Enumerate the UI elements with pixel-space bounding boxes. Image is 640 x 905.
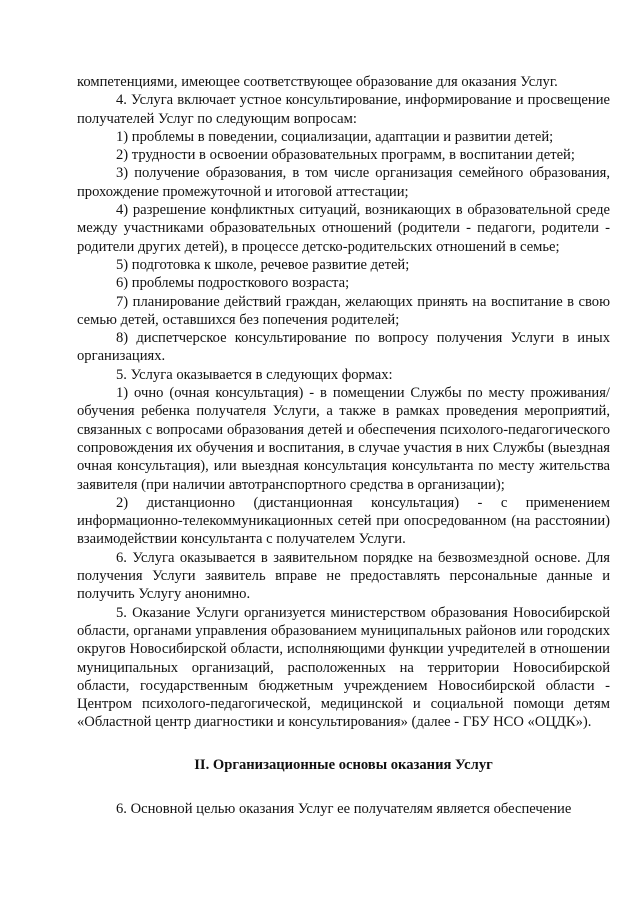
- paragraph-item4-7: 7) планирование действий граждан, желающих принять на воспитание в свою семью детей, оставшихся без попечения родителей;: [77, 293, 610, 328]
- section-heading: II. Организационные основы оказания Услуг: [194, 756, 493, 773]
- document-body-bottom: [77, 800, 610, 818]
- paragraph-item4-6: 6) проблемы подросткового возраста;: [116, 275, 350, 292]
- paragraph-item4-5: 5) подготовка к школе, речевое развитие детей;: [116, 256, 410, 273]
- paragraph-item5: 5. Услуга оказывается в следующих формах:: [116, 366, 393, 383]
- document-body-top: [77, 73, 610, 732]
- paragraph-item5b: 5. Оказание Услуги организуется министерством образования Новосибирской области, органами управления образованием муниципальных районов или городских округов Новосибирской области, исполняющими функции учредителей в отношении муниципальных организаций, расположенных на территории Новосибирской области, государственным бюджетным учреждением Новосибирской области - Центром психолого-педагогической, медицинской и социальной помощи детям «Областной центр диагностики и консультирования» (далее - ГБУ НСО «ОЦДК»).: [77, 604, 610, 731]
- document-page: [77, 73, 610, 818]
- paragraph-item4-2: 2) трудности в освоении образовательных программ, в воспитании детей;: [116, 147, 575, 164]
- paragraph-item5-2: 2) дистанционно (дистанционная консультация) - с применением информационно-телекоммуникационных сетей при опосредованном (на расстоянии) взаимодействии консультанта с получателем Услуги.: [77, 494, 610, 548]
- paragraph-item4-1: 1) проблемы в поведении, социализации, адаптации и развитии детей;: [116, 128, 554, 145]
- paragraph-item4-4: 4) разрешение конфликтных ситуаций, возникающих в образовательной среде между участниками образовательных отношений (родители - педагоги, родители - родители других детей), в процессе детско-родительских отношений в семье;: [77, 202, 610, 255]
- paragraph-item4-8: 8) диспетчерское консультирование по вопросу получения Услуги в иных организациях.: [77, 330, 610, 365]
- paragraph-item5-1: 1) очно (очная консультация) - в помещении Службы по месту проживания/обучения ребенка получателя Услуги, а также в рамках проведения мероприятий, связанных с вопросами образования детей и обеспечения психолого-педагогического сопровождения их обучения и воспитания, в случае участия в них Службы (выездная очная консультация), или выездная консультация консультанта по месту жительства заявителя (при наличии автотранспортного средства в организации);: [77, 385, 610, 493]
- paragraph-competence: компетенциями, имеющее соответствующее образование для оказания Услуг.: [77, 74, 558, 90]
- paragraph-item4-3: 3) получение образования, в том числе организация семейного образования, прохождение промежуточной и итоговой аттестации;: [77, 165, 610, 200]
- paragraph-item6: 6. Услуга оказывается в заявительном порядке на безвозмездной основе. Для получения Услуги заявитель вправе не предоставлять персональные данные и получить Услугу анонимно.: [77, 549, 610, 603]
- paragraph-item4: 4. Услуга включает устное консультирование, информирование и просвещение получателей Услуг по следующим вопросам:: [77, 92, 610, 127]
- paragraph-item6b: 6. Основной целью оказания Услуг ее получателям является обеспечение: [116, 800, 572, 817]
